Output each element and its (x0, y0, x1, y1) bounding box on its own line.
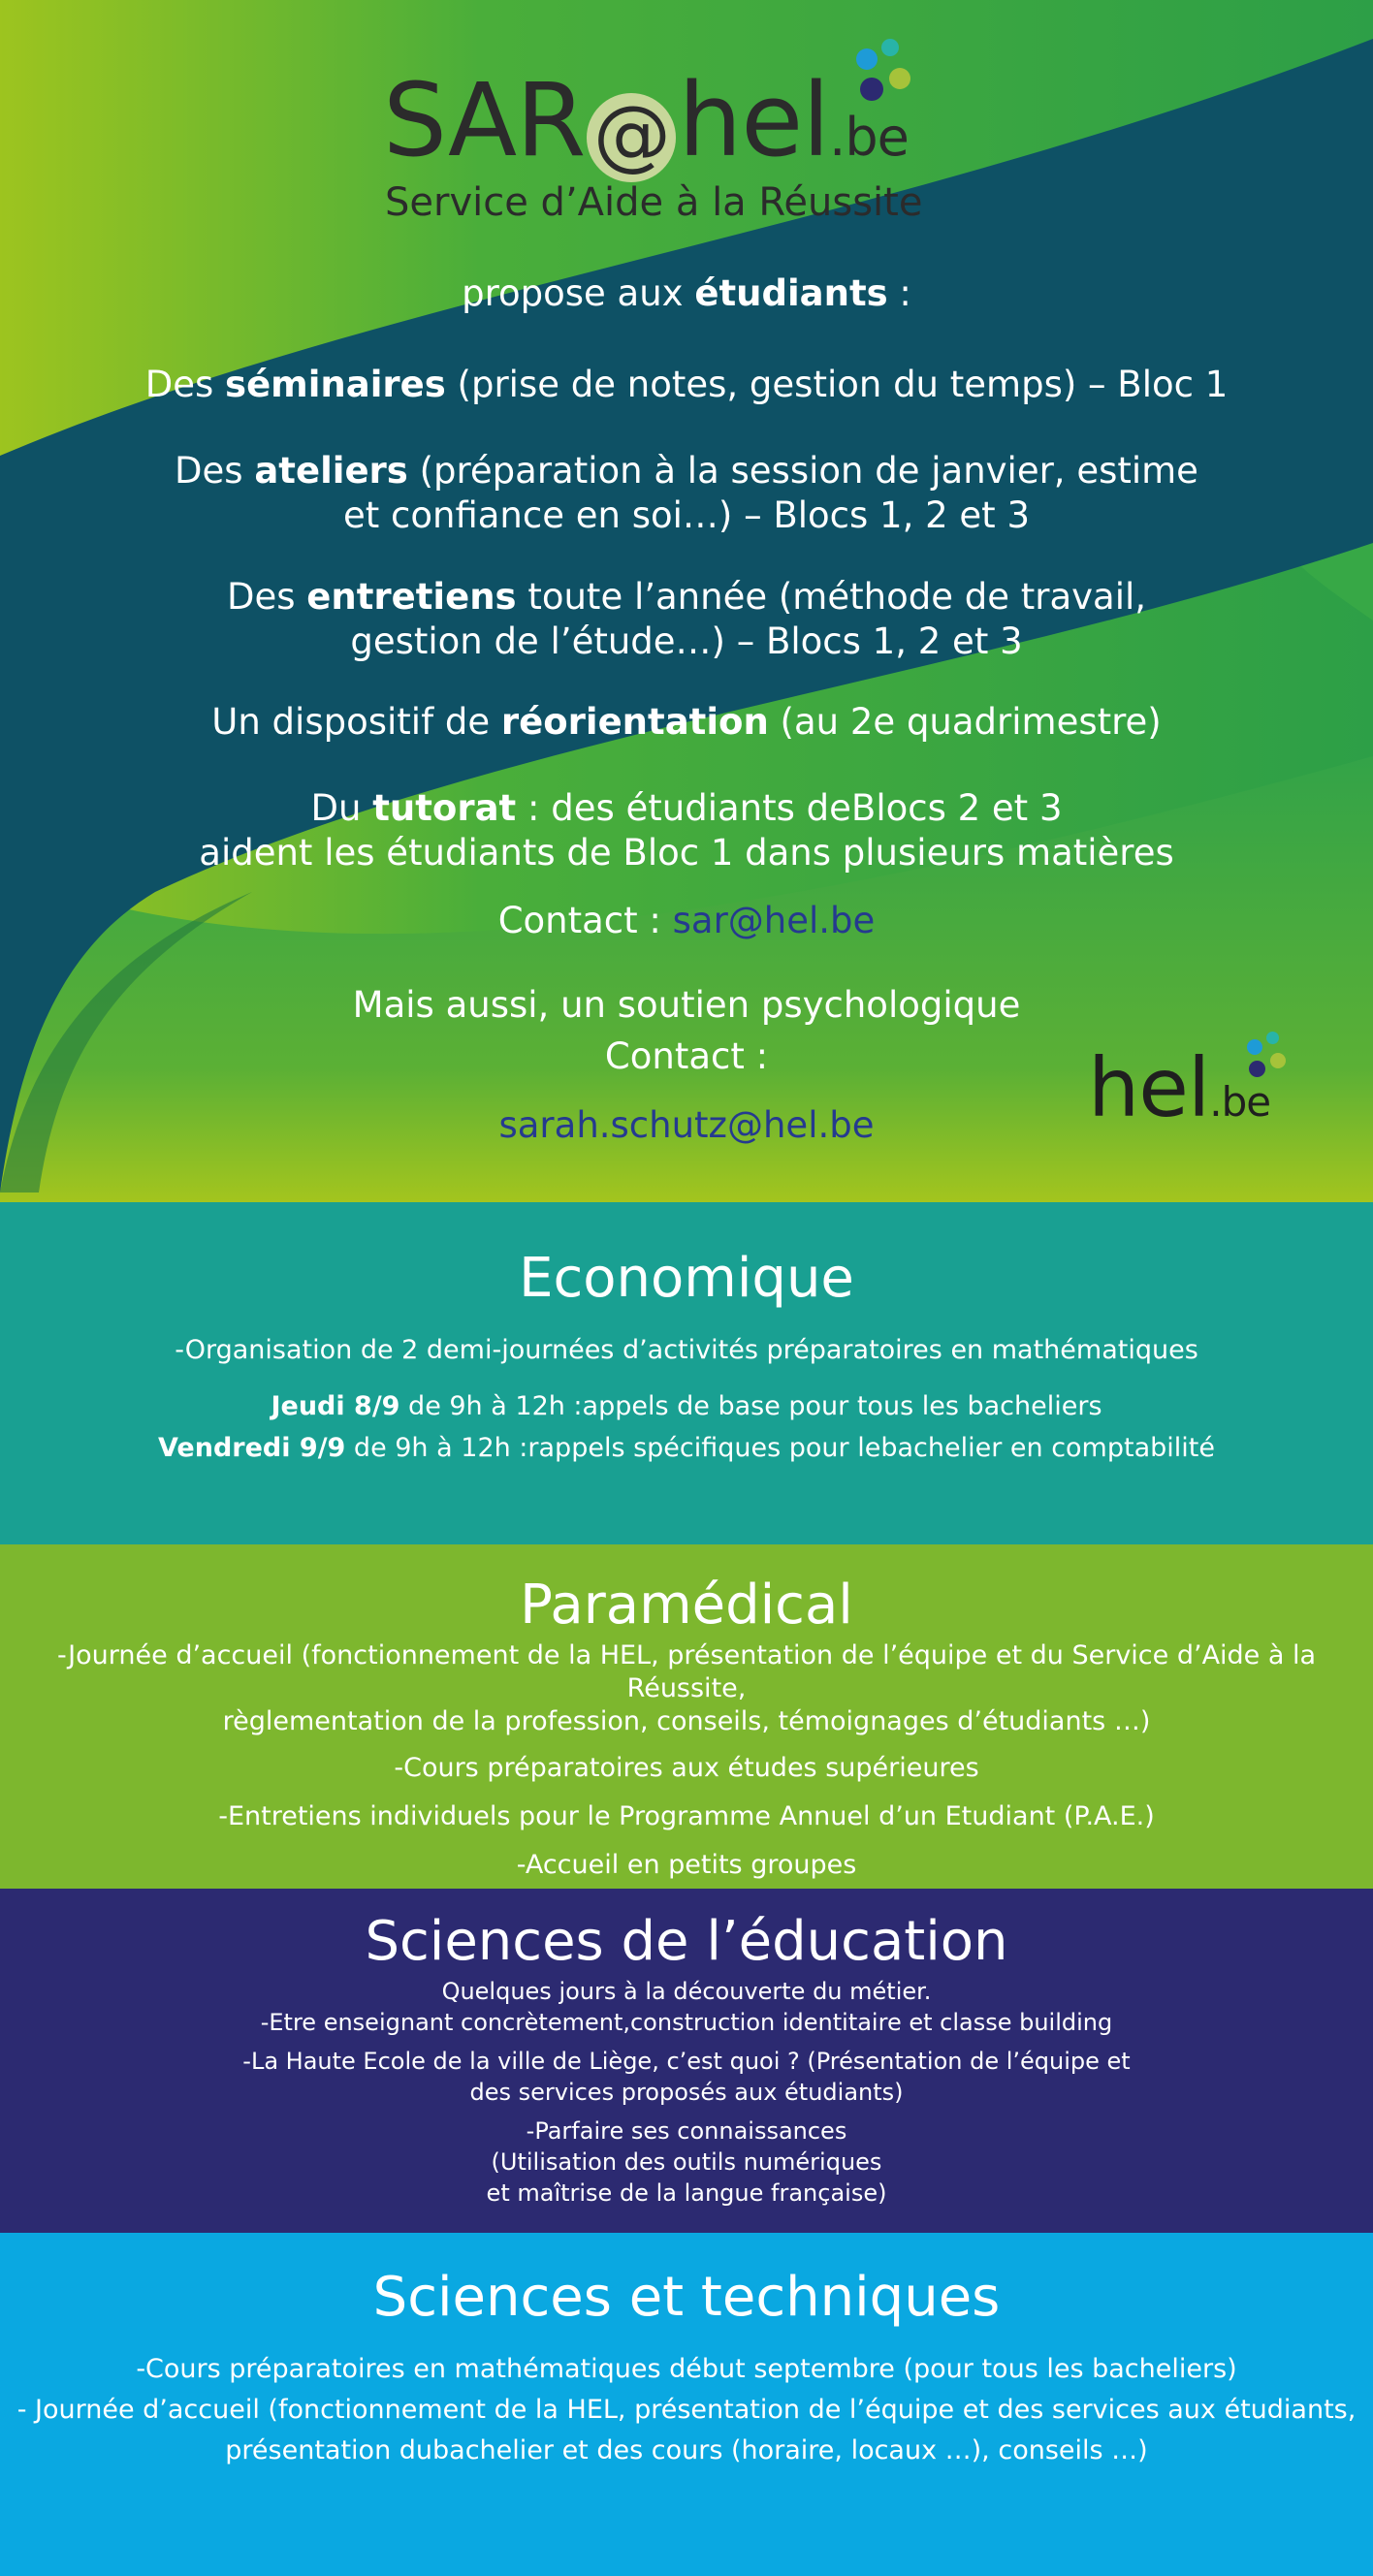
hero-psy-line1: Mais aussi, un soutien psychologique (352, 984, 1021, 1026)
section-sciences-education (0, 1889, 1373, 2233)
intro-prefix: propose aux (462, 272, 695, 314)
hel-logo-bubbles-icon (1247, 1032, 1295, 1080)
edu-line-4c: et maîtrise de la langue française) (486, 2179, 887, 2207)
para-line-1: -Journée d’accueil (fonctionnement de la HEL, présentation de l’équipe et du Service d’Aide à la Réussite, (56, 1640, 1317, 1703)
para-line-3: -Entretiens individuels pour le Programme Annuel d’un Etudiant (P.A.E.) (218, 1801, 1155, 1831)
section-title: Sciences de l’éducation (365, 1910, 1008, 1973)
item3-b: entretiens (306, 576, 517, 618)
sarahel-logo (383, 39, 926, 233)
item2-b: ateliers (254, 450, 408, 492)
item5-a: Du (310, 787, 373, 829)
hero-psy-line2: Contact : (604, 1035, 769, 1077)
item1-a: Des (144, 364, 226, 405)
edu-line-2: -Etre enseignant concrètement,construction identitaire et classe building (260, 2009, 1113, 2036)
hero-contact (0, 899, 1373, 943)
eco-line-2-rest: de 9h à 12h :appels de base pour tous les bacheliers (399, 1391, 1102, 1421)
hel-logo (1088, 1028, 1321, 1134)
intro-bold: étudiants (694, 272, 888, 314)
edu-line-1: Quelques jours à la découverte du métier. (441, 1978, 932, 2005)
section-title: Paramédical (520, 1574, 853, 1637)
section-paramedical (0, 1544, 1373, 1889)
logo-at-sign: @ (587, 93, 676, 182)
sci-line-1: -Cours préparatoires en mathématiques début septembre (pour tous les bacheliers) (136, 2354, 1237, 2384)
item3-c: toute l’année (méthode de travail, (516, 576, 1147, 618)
contact-email-link[interactable]: sar@hel.be (672, 900, 876, 941)
hel-logo-text (1088, 1040, 1271, 1135)
contact-label: Contact : (497, 900, 673, 941)
section-economique (0, 1202, 1373, 1544)
edu-line-3b: des services proposés aux étudiants) (469, 2079, 904, 2106)
sarahel-logo-text (383, 61, 909, 182)
edu-line-3: -La Haute Ecole de la ville de Liège, c’est quoi ? (Présentation de l’équipe et (242, 2048, 1131, 2075)
item5-b: tutorat (372, 787, 517, 829)
eco-line-3-date: Vendredi 9/9 (158, 1433, 346, 1463)
eco-line-3 (0, 1432, 1373, 1465)
item5-c: : des étudiants deBlocs 2 et 3 (516, 787, 1063, 829)
item2-c: (préparation à la session de janvier, estime (407, 450, 1198, 492)
item4-c: (au 2e quadrimestre) (768, 701, 1162, 743)
eco-line-2 (0, 1390, 1373, 1423)
hero-item-ateliers (0, 449, 1373, 538)
psy-email-link[interactable]: sarah.schutz@hel.be (498, 1104, 875, 1146)
hero-intro (0, 271, 1373, 316)
item2-a: Des (175, 450, 255, 492)
hero-item-tutorat (0, 786, 1373, 875)
eco-line-2-date: Jeudi 8/9 (271, 1391, 400, 1421)
item4-a: Un dispositif de (211, 701, 501, 743)
section-sciences-techniques (0, 2233, 1373, 2576)
hero-item-seminaires (0, 363, 1373, 407)
sci-line-2b: présentation dubachelier et des cours (horaire, locaux …), conseils …) (225, 2435, 1148, 2465)
logo-sar: SAR (383, 61, 586, 179)
edu-line-4b: (Utilisation des outils numériques (491, 2148, 882, 2176)
para-line-4: -Accueil en petits groupes (516, 1850, 857, 1880)
logo-tagline: Service d’Aide à la Réussite (385, 180, 923, 225)
para-line-1b: règlementation de la profession, conseils, témoignages d’étudiants …) (222, 1706, 1151, 1736)
hel-logo-hel: hel (1088, 1040, 1210, 1135)
item2-line2: et confiance en soi…) – Blocs 1, 2 et 3 (342, 494, 1030, 536)
logo-hel: hel (678, 61, 830, 179)
edu-line-4: -Parfaire ses connaissances (526, 2117, 847, 2145)
hero-item-reorientation (0, 700, 1373, 745)
item3-a: Des (226, 576, 307, 618)
logo-dot-be: .be (829, 107, 909, 168)
eco-line-1: -Organisation de 2 demi-journées d’activités préparatoires en mathématiques (175, 1335, 1198, 1365)
hel-logo-dot-be: .be (1209, 1078, 1271, 1126)
sci-line-2: - Journée d’accueil (fonctionnement de la HEL, présentation de l’équipe et des services aux étudiants, (16, 2395, 1357, 2425)
hero-banner (0, 0, 1373, 1202)
eco-line-3-rest: de 9h à 12h :rappels spécifiques pour lebachelier en comptabilité (345, 1433, 1215, 1463)
item1-b: séminaires (225, 364, 446, 405)
section-title: Sciences et techniques (372, 2266, 1001, 2329)
para-line-2: -Cours préparatoires aux études supérieures (394, 1753, 979, 1783)
intro-suffix: : (887, 272, 911, 314)
item4-b: réorientation (500, 701, 769, 743)
item5-line2: aident les étudiants de Bloc 1 dans plusieurs matières (199, 832, 1174, 874)
section-title: Economique (519, 1247, 854, 1310)
logo-bubbles-icon (856, 39, 924, 107)
hero-item-entretiens (0, 575, 1373, 664)
item3-line2: gestion de l’étude…) – Blocs 1, 2 et 3 (350, 620, 1023, 662)
item1-c: (prise de notes, gestion du temps) – Bloc 1 (445, 364, 1229, 405)
